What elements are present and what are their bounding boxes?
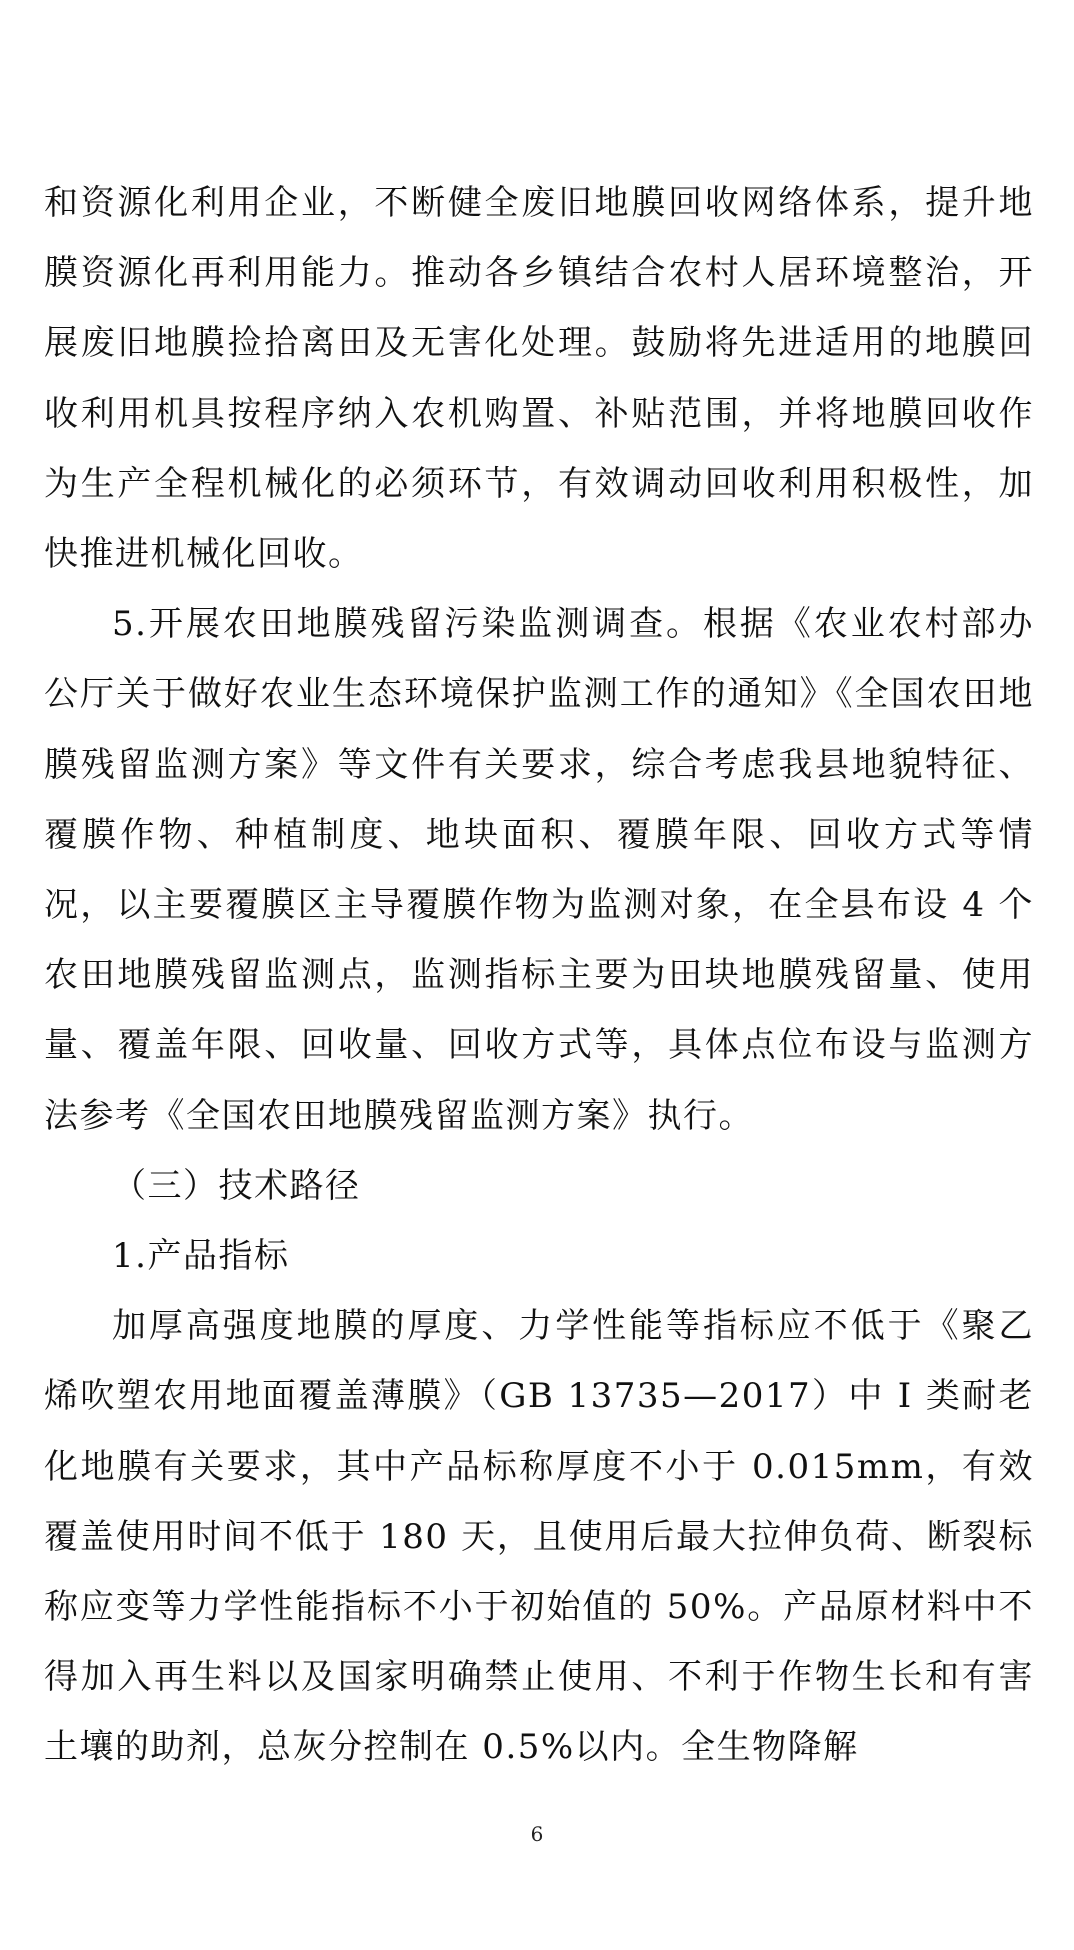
paragraph-recycling: 和资源化利用企业，不断健全废旧地膜回收网络体系，提升地膜资源化再利用能力。推动各乡镇结合农村人居环境整治，开展废旧地膜捡拾离田及无害化处理。鼓励将先进适用的地膜回收利用机具按程序纳入农机购置、补贴范围，并将地膜回收作为生产全程机械化的必须环节，有效调动回收利用积极性，加快推进机械化回收。: [44, 183, 1034, 575]
paragraph-product-indicators: 加厚高强度地膜的厚度、力学性能等指标应不低于《聚乙烯吹塑农用地面覆盖薄膜》（GB 13735—2017）中 I 类耐老化地膜有关要求，其中产品标称厚度不小于 0.015mm，有效覆盖使用时间不低于 180 天，且使用后最大拉伸负荷、断裂标称应变等力学性能指标不小于初始值的 50%。产品原材料中不得加入再生料以及国家明确禁止使用、不利于作物生长和有害土壤的助剂，总灰分控制在 0.5%以内。全生物降解: [44, 1306, 1034, 1768]
paragraph-monitoring: 5.开展农田地膜残留污染监测调查。根据《农业农村部办公厅关于做好农业生态环境保护监测工作的通知》《全国农田地膜残留监测方案》等文件有关要求，综合考虑我县地貌特征、覆膜作物、种植制度、地块面积、覆膜年限、回收方式等情况，以主要覆膜区主导覆膜作物为监测对象，在全县布设 4 个农田地膜残留监测点，监测指标主要为田块地膜残留量、使用量、覆盖年限、回收量、回收方式等，具体点位布设与监测方法参考《全国农田地膜残留监测方案》执行。: [44, 604, 1034, 1136]
section-heading-technical-path: （三）技术路径: [112, 1165, 361, 1206]
body-text: [44, 168, 1034, 1783]
page-number: 6: [530, 1822, 544, 1846]
subsection-heading-product-indicators: 1.产品指标: [112, 1236, 290, 1277]
